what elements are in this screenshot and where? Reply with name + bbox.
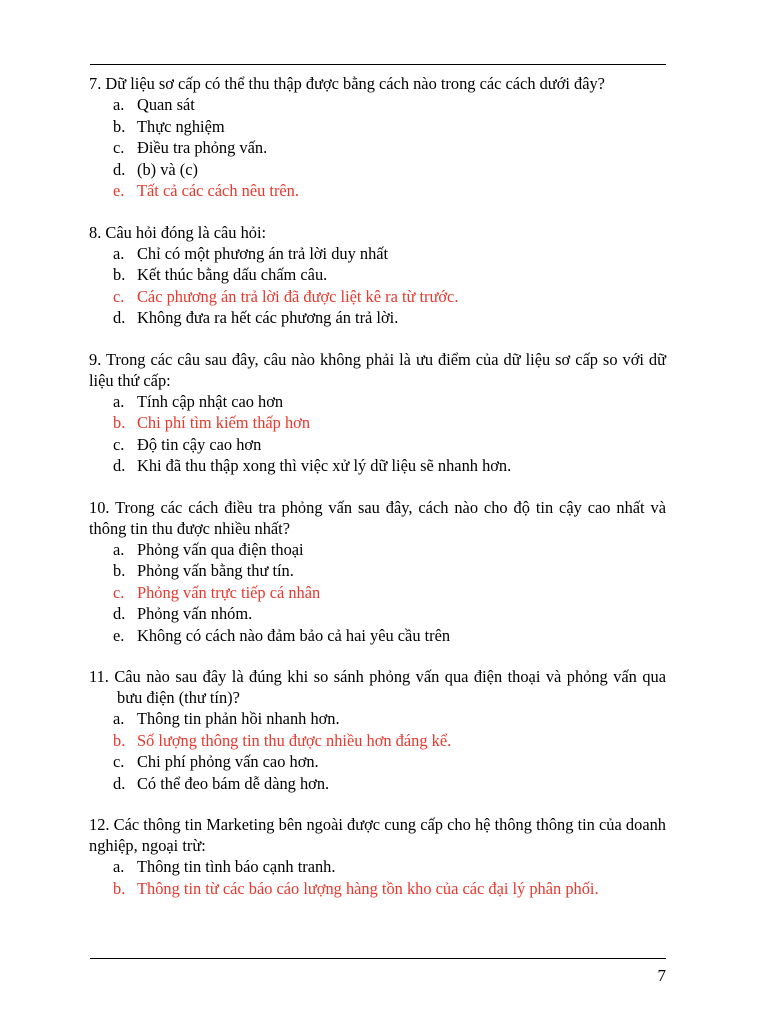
correct-option — [89, 582, 666, 604]
question-block — [89, 497, 666, 647]
option-letter: c. — [113, 138, 125, 157]
correct-option — [89, 412, 666, 434]
option — [89, 751, 666, 773]
question-text: 7. Dữ liệu sơ cấp có thể thu thập được bằng cách nào trong các cách dưới đây? — [89, 74, 605, 93]
option-letter: d. — [113, 308, 126, 327]
option — [89, 264, 666, 286]
option-text: Chi phí phỏng vấn cao hơn. — [137, 752, 319, 771]
question-text: 12. Các thông tin Marketing bên ngoài được cung cấp cho hệ thông thông tin của doanh nghiệp, ngoại trừ: — [89, 815, 666, 855]
option — [89, 137, 666, 159]
option — [89, 455, 666, 477]
option-letter: a. — [113, 857, 125, 876]
option-letter: b. — [113, 878, 126, 898]
option-list — [89, 708, 666, 794]
option-list — [89, 539, 666, 647]
option-list — [89, 243, 666, 329]
option — [89, 94, 666, 116]
question-block — [89, 349, 666, 477]
option-letter: a. — [113, 243, 125, 263]
question-list — [89, 73, 666, 919]
option — [89, 625, 666, 647]
option-letter: c. — [113, 582, 125, 602]
question-text: 9. Trong các câu sau đây, câu nào không phải là ưu điểm của dữ liệu sơ cấp so với dữ liệu thứ cấp: — [89, 349, 666, 390]
option — [89, 434, 666, 456]
option-letter: d. — [113, 604, 126, 623]
option — [89, 243, 666, 265]
option — [89, 307, 666, 329]
option-letter: b. — [113, 413, 126, 432]
header-rule — [90, 64, 666, 65]
option-text: Chỉ có một phương án trả lời duy nhất — [137, 243, 389, 263]
option-letter: b. — [113, 265, 126, 284]
option-letter: b. — [113, 561, 126, 580]
option-text: Không đưa ra hết các phương án trả lời. — [137, 308, 399, 327]
option-list — [89, 856, 666, 899]
option-text: Số lượng thông tin thu được nhiều hơn đáng kể. — [137, 730, 452, 750]
option-text: Thông tin từ các báo cáo lượng hàng tồn kho của các đại lý phân phối. — [137, 878, 599, 898]
option — [89, 391, 666, 413]
option-list — [89, 391, 666, 477]
option-text: Phỏng vấn bằng thư tín. — [137, 561, 294, 580]
option-text: Có thể đeo bám dễ dàng hơn. — [137, 773, 330, 793]
option-letter: e. — [113, 625, 125, 645]
option-list — [89, 94, 666, 202]
option-text: Thông tin tình báo cạnh tranh. — [137, 857, 336, 876]
option — [89, 159, 666, 181]
option-letter: d. — [113, 456, 126, 475]
correct-option — [89, 730, 666, 752]
option-text: Không có cách nào đảm bảo cả hai yêu cầu trên — [137, 625, 451, 645]
option — [89, 856, 666, 878]
question-text: 10. Trong các cách điều tra phỏng vấn sau đây, cách nào cho độ tin cậy cao nhất và thông tin thu được nhiều nhất? — [89, 497, 666, 538]
option-text: Tất cả các cách nêu trên. — [137, 181, 299, 200]
option-text: Kết thúc bằng dấu chấm câu. — [137, 265, 328, 284]
option-text: Thực nghiệm — [137, 116, 225, 136]
correct-option — [89, 286, 666, 308]
option-text: Chi phí tìm kiếm thấp hơn — [137, 413, 311, 432]
question-text: 11. Câu nào sau đây là đúng khi so sánh phỏng vấn qua điện thoại và phỏng vấn qua bưu điện (thư tín)? — [89, 667, 666, 707]
question-text: 8. Câu hỏi đóng là câu hỏi: — [89, 222, 267, 242]
question-block — [89, 814, 666, 899]
option-text: Các phương án trả lời đã được liệt kê ra từ trước. — [137, 286, 459, 306]
option-letter: e. — [113, 181, 125, 200]
option — [89, 539, 666, 561]
option-text: Phỏng vấn nhóm. — [137, 604, 253, 623]
option-letter: c. — [113, 434, 125, 454]
option-letter: a. — [113, 391, 125, 411]
page-number: 7 — [657, 966, 666, 985]
option-text: Thông tin phản hồi nhanh hơn. — [137, 709, 340, 728]
option-text: Độ tin cậy cao hơn — [137, 434, 262, 454]
question-block — [89, 73, 666, 202]
option — [89, 708, 666, 730]
option — [89, 773, 666, 795]
option-letter: c. — [113, 752, 125, 771]
option-letter: c. — [113, 286, 125, 306]
option-letter: d. — [113, 159, 126, 179]
option-letter: b. — [113, 730, 126, 750]
option-letter: b. — [113, 116, 126, 136]
option-text: (b) và (c) — [137, 159, 198, 179]
option-text: Phỏng vấn qua điện thoại — [137, 539, 304, 559]
option — [89, 116, 666, 138]
option-text: Phỏng vấn trực tiếp cá nhân — [137, 582, 321, 602]
question-block — [89, 666, 666, 794]
option-text: Khi đã thu thập xong thì việc xử lý dữ liệu sẽ nhanh hơn. — [137, 456, 512, 475]
option-text: Quan sát — [137, 95, 195, 114]
footer-rule — [90, 958, 666, 959]
option-letter: d. — [113, 773, 126, 793]
question-block — [89, 222, 666, 329]
correct-option — [89, 180, 666, 202]
option-letter: a. — [113, 539, 125, 559]
option — [89, 560, 666, 582]
option — [89, 603, 666, 625]
option-text: Tính cập nhật cao hơn — [137, 391, 284, 411]
option-letter: a. — [113, 709, 125, 728]
option-letter: a. — [113, 95, 125, 114]
correct-option — [89, 878, 666, 900]
option-text: Điều tra phỏng vấn. — [137, 138, 268, 157]
